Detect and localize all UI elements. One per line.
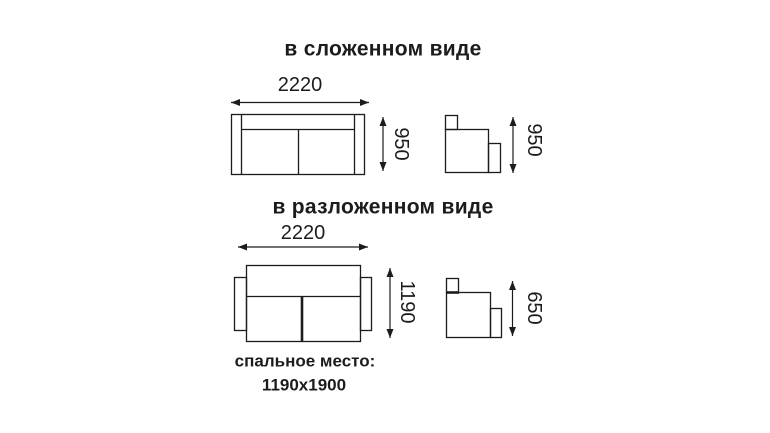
unfolded-side-view-drawing	[446, 279, 502, 338]
folded-state-title: в сложенном виде	[284, 37, 482, 61]
unfolded-state-title: в разложенном виде	[272, 195, 494, 219]
unfolded-front-view-drawing	[235, 266, 372, 342]
folded-width-value: 2220	[277, 74, 323, 96]
unfolded-width-value: 2220	[280, 222, 326, 244]
unfolded-side-height-value: 650	[523, 291, 545, 325]
sleeping-area-label: спальное место:	[234, 351, 376, 371]
folded-front-view-drawing	[232, 115, 365, 175]
folded-side-height-value: 950	[523, 123, 545, 157]
sleeping-area-size: 1190х1900	[261, 375, 347, 395]
unfolded-depth-value: 1190	[396, 280, 418, 324]
folded-front-height-value: 950	[390, 127, 412, 161]
folded-side-view-drawing	[446, 116, 501, 173]
